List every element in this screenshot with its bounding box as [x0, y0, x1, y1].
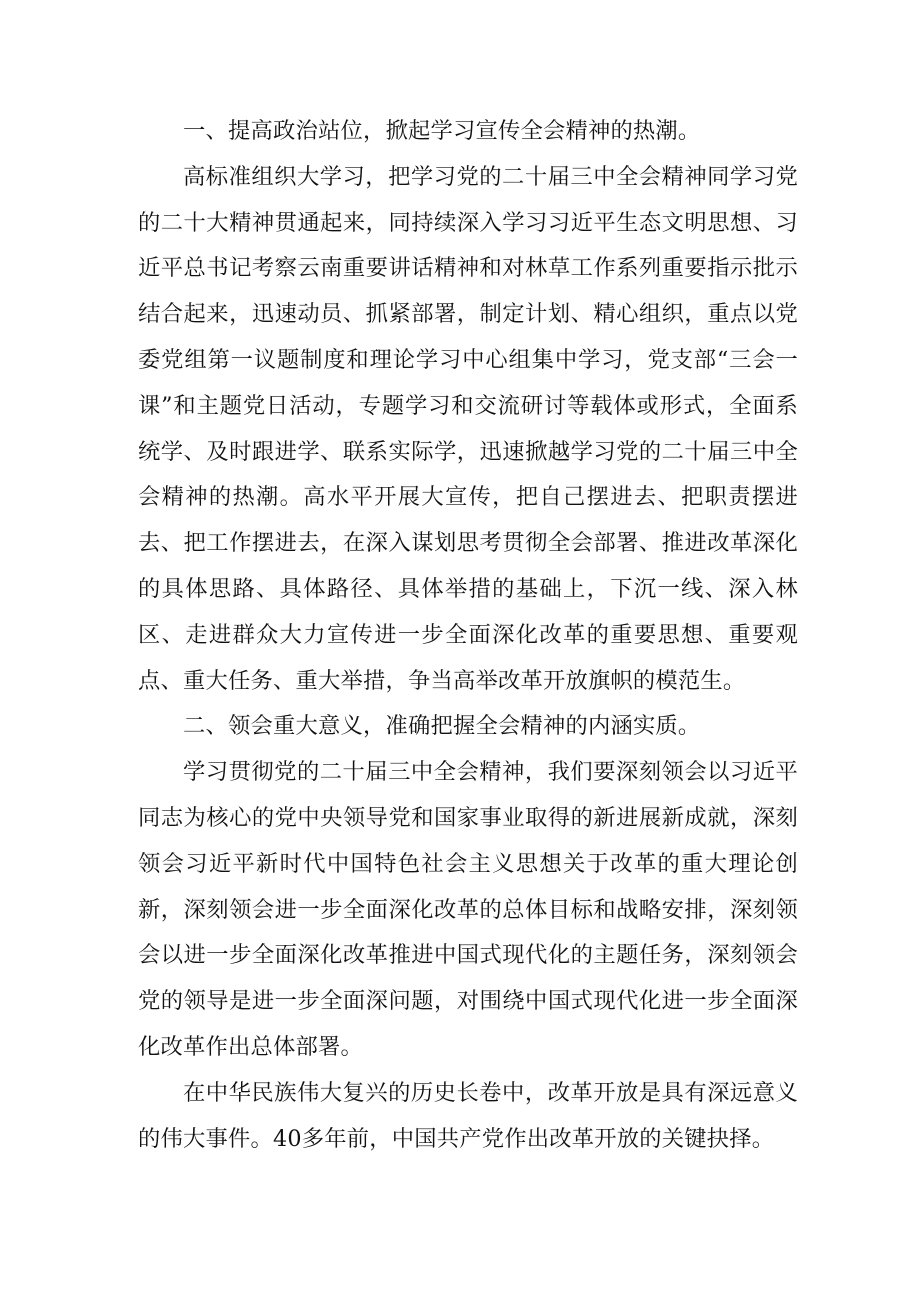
document-body — [138, 109, 798, 1162]
section-heading-1: 一、提高政治站位，掀起学习宣传全会精神的热潮。 — [183, 118, 701, 144]
paragraph-1: 高标准组织大学习，把学习党的二十届三中全会精神同学习党的二十大精神贯通起来，同持续深入学习习近平生态文明思想、习近平总书记考察云南重要讲话精神和对林草工作系列重要指示批示结合起来，迅速动员、抓紧部署，制定计划、精心组织，重点以党委党组第一议题制度和理论学习中心组集中学习，党支部“三会一课”和主题党日活动，专题学习和交流研讨等载体或形式，全面系统学、及时跟进学、联系实际学，迅速掀越学习党的二十届三中全会精神的热潮。高水平开展大宣传，把自己摆进去、把职责摆进去、把工作摆进去，在深入谋划思考贯彻全会部署、推进改革深化的具体思路、具体路径、具体举措的基础上，下沉一线、深入林区、走进群众大力宣传进一步全面深化改革的重要思想、重要观点、重大任务、重大举措，争当高举改革开放旗帜的模范生。 — [138, 163, 798, 694]
section-heading-2: 二、领会重大意义，准确把握全会精神的内涵实质。 — [183, 713, 701, 740]
paragraph-2: 学习贯彻党的二十届三中全会精神，我们要深刻领会以习近平同志为核心的党中央领导党和国家事业取得的新进展新成就，深刻领会习近平新时代中国特色社会主义思想关于改革的重大理论创新，深刻领会进一步全面深化改革的总体目标和战略安排，深刻领会以进一步全面深化改革推进中国式现代化的主题任务，深刻领会党的领导是进一步全面深问题，对围绕中国式现代化进一步全面深化改革作出总体部署。 — [138, 759, 798, 1060]
paragraph-3: 在中华民族伟大复兴的历史长卷中，改革开放是具有深远意义的伟大事件。40多年前，中国共产党作出改革开放的关键抉择。 — [138, 1079, 798, 1152]
